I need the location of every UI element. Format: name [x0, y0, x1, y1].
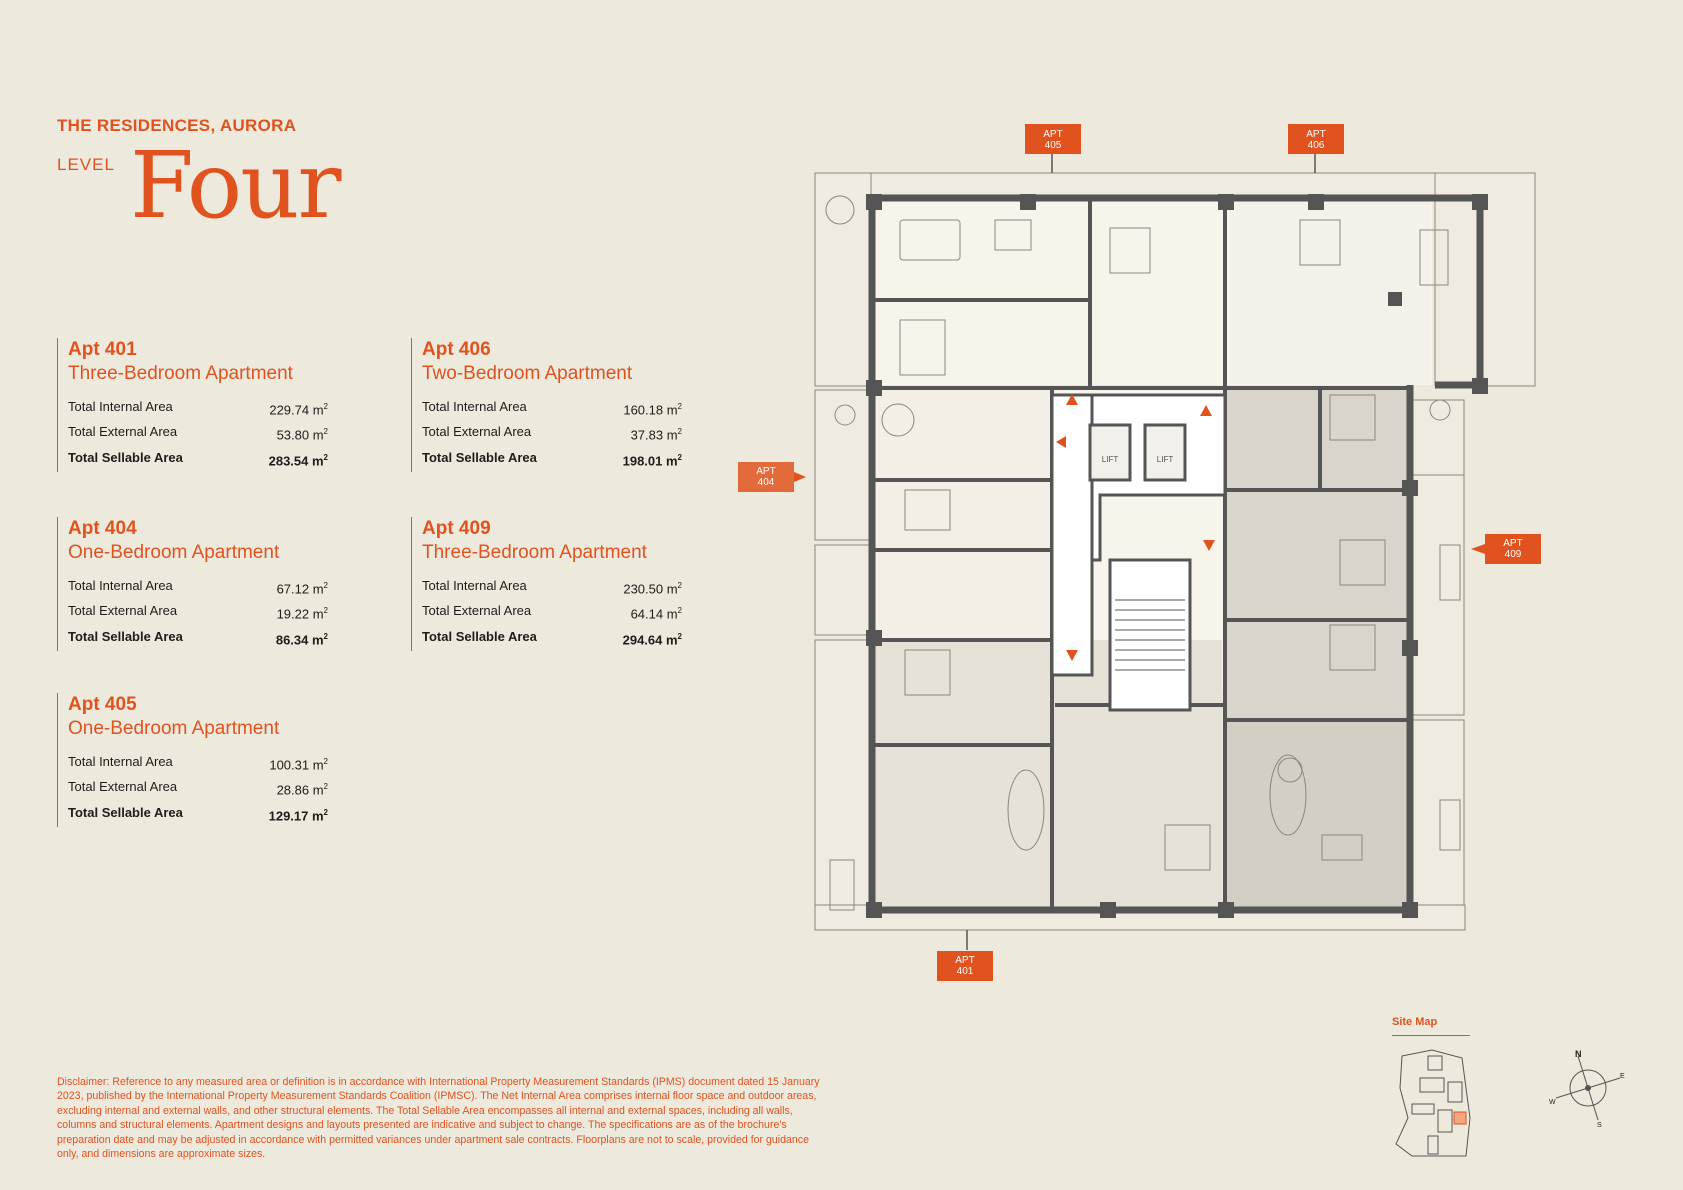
external-area-row: Total External Area 19.22 $m^2$	[68, 600, 328, 625]
apt-tag-label: APT	[1503, 538, 1523, 549]
site-map-label: Site Map	[1392, 1016, 1438, 1028]
row-value: 37.83 m	[630, 427, 678, 443]
row-value: 53.80 m	[276, 427, 324, 443]
apt-401-summary	[57, 338, 328, 472]
internal-area-row: Total Internal Area 100.31 $m^2$	[68, 751, 328, 776]
apt-404-summary	[57, 517, 328, 651]
apt-tag-label: APT	[1306, 129, 1326, 140]
row-value: 229.74 m	[269, 402, 324, 418]
row-value: 230.50 m	[623, 581, 678, 597]
internal-area-row: Total Internal Area 229.74 $m^2$	[68, 396, 328, 421]
stairs	[1110, 560, 1190, 710]
sellable-area-row: Total Sellable Area 283.54 $m^2$	[68, 447, 328, 472]
level-name: Four	[130, 132, 340, 239]
compass-e: E	[1620, 1073, 1625, 1080]
internal-area-row: Total Internal Area 67.12 $m^2$	[68, 575, 328, 600]
row-value: 100.31 m	[269, 757, 324, 773]
floor-plan	[756, 120, 1565, 990]
row-value: 160.18 m	[623, 402, 678, 418]
apt-tag-number: 405	[1044, 140, 1062, 151]
compass-n: N	[1575, 1049, 1582, 1059]
sellable-area-row: Total Sellable Area 129.17 $m^2$	[68, 802, 328, 827]
row-label: Total External Area	[68, 424, 178, 440]
apt-409-summary	[411, 517, 682, 651]
apt-name: Apt 409	[422, 518, 491, 539]
row-label: Total Internal Area	[68, 578, 173, 593]
apt-tag-label: APT	[955, 955, 975, 966]
row-label: Total External Area	[68, 779, 178, 795]
row-value: 198.01 m	[622, 452, 678, 468]
compass-w: W	[1549, 1099, 1556, 1106]
row-label: Total Sellable Area	[68, 628, 183, 644]
apt-type: One-Bedroom Apartment	[68, 718, 280, 739]
apt-tag-number: 409	[1504, 549, 1522, 560]
row-value: 86.34 m	[275, 631, 324, 647]
site-map-diagram	[1392, 1048, 1472, 1158]
compass-icon	[1548, 1048, 1628, 1128]
compass-s: S	[1597, 1122, 1602, 1129]
apt-tag-number: 401	[956, 966, 974, 977]
apt-tag-label: APT	[1043, 129, 1063, 140]
disclaimer-text: Disclaimer: Reference to any measured area or definition is in accordance with International Property Measurement Standards (IPMS) document dated 15 January 2023, published by the International Property Measurement Standards Coalition (IPMSC). The Net Internal Area comprises internal floor space and outdoor areas, excluding internal and external walls, and other structural elements. The Total Sellable Area encompasses all internal and external spaces, including all walls, columns and structural elements. Apartment designs and layouts presented are indicative and subject to change. The specifications are as of the brochure's preparation date and may be adjusted in accordance with permitted variances under apartment sale contracts. Floorplans are not to scale, provided for guidance only, and dimensions are approximate sizes.	[57, 1076, 820, 1161]
row-value: 67.12 m	[276, 581, 324, 597]
row-label: Total Internal Area	[68, 399, 173, 414]
row-label: Total External Area	[68, 603, 178, 619]
lift-2	[1145, 425, 1185, 480]
site-map-divider	[1392, 1035, 1470, 1036]
brand-title: THE RESIDENCES, AURORA	[57, 116, 297, 135]
lift-1	[1090, 425, 1130, 480]
row-value: 64.14 m	[630, 606, 678, 622]
apt-404-tag[interactable]	[738, 462, 806, 492]
apt-type: One-Bedroom Apartment	[68, 542, 280, 563]
row-label: Total External Area	[422, 603, 532, 619]
row-value: 294.64 m	[622, 631, 678, 647]
row-label: Total Internal Area	[68, 754, 173, 769]
lift-label: LIFT	[1156, 455, 1174, 464]
apt-name: Apt 406	[422, 339, 491, 360]
sellable-area-row: Total Sellable Area 86.34 $m^2$	[68, 626, 328, 651]
row-label: Total Internal Area	[422, 399, 527, 414]
external-area-row: Total External Area 37.83 $m^2$	[422, 421, 682, 446]
external-area-row: Total External Area 53.80 $m^2$	[68, 421, 328, 446]
apt-type: Three-Bedroom Apartment	[422, 542, 647, 563]
row-label: Total Sellable Area	[68, 449, 183, 465]
row-label: Total External Area	[422, 424, 532, 440]
row-value: 283.54 m	[268, 452, 324, 468]
row-value: 129.17 m	[268, 807, 324, 823]
row-value: 28.86 m	[276, 782, 324, 798]
external-area-row: Total External Area 28.86 $m^2$	[68, 776, 328, 801]
row-value: 19.22 m	[276, 606, 324, 622]
apt-401-tag[interactable]	[937, 930, 993, 981]
row-label: Total Sellable Area	[68, 804, 183, 820]
apt-tag-number: 404	[757, 477, 775, 488]
internal-area-row: Total Internal Area 230.50 $m^2$	[422, 575, 682, 600]
apt-type: Three-Bedroom Apartment	[68, 363, 293, 384]
sellable-area-row: Total Sellable Area 294.64 $m^2$	[422, 626, 682, 651]
external-area-row: Total External Area 64.14 $m^2$	[422, 600, 682, 625]
apt-tag-label: APT	[756, 466, 776, 477]
apt-406-tag[interactable]	[1288, 124, 1344, 173]
apt-405-tag[interactable]	[1025, 124, 1081, 173]
apt-tag-number: 406	[1307, 140, 1325, 151]
apt-type: Two-Bedroom Apartment	[422, 363, 633, 384]
apt-405-summary	[57, 693, 328, 827]
apt-406-summary	[411, 338, 682, 472]
internal-area-row: Total Internal Area 160.18 $m^2$	[422, 396, 682, 421]
row-label: Total Sellable Area	[422, 449, 537, 465]
apt-name: Apt 404	[68, 518, 137, 539]
lift-label: LIFT	[1101, 455, 1119, 464]
level-label: LEVEL	[57, 155, 115, 174]
row-label: Total Internal Area	[422, 578, 527, 593]
apt-name: Apt 405	[68, 694, 137, 715]
apt-name: Apt 401	[68, 339, 137, 360]
row-label: Total Sellable Area	[422, 628, 537, 644]
sellable-area-row: Total Sellable Area 198.01 $m^2$	[422, 447, 682, 472]
interior-rooms	[872, 195, 1432, 910]
apt-409-tag[interactable]	[1471, 534, 1541, 564]
